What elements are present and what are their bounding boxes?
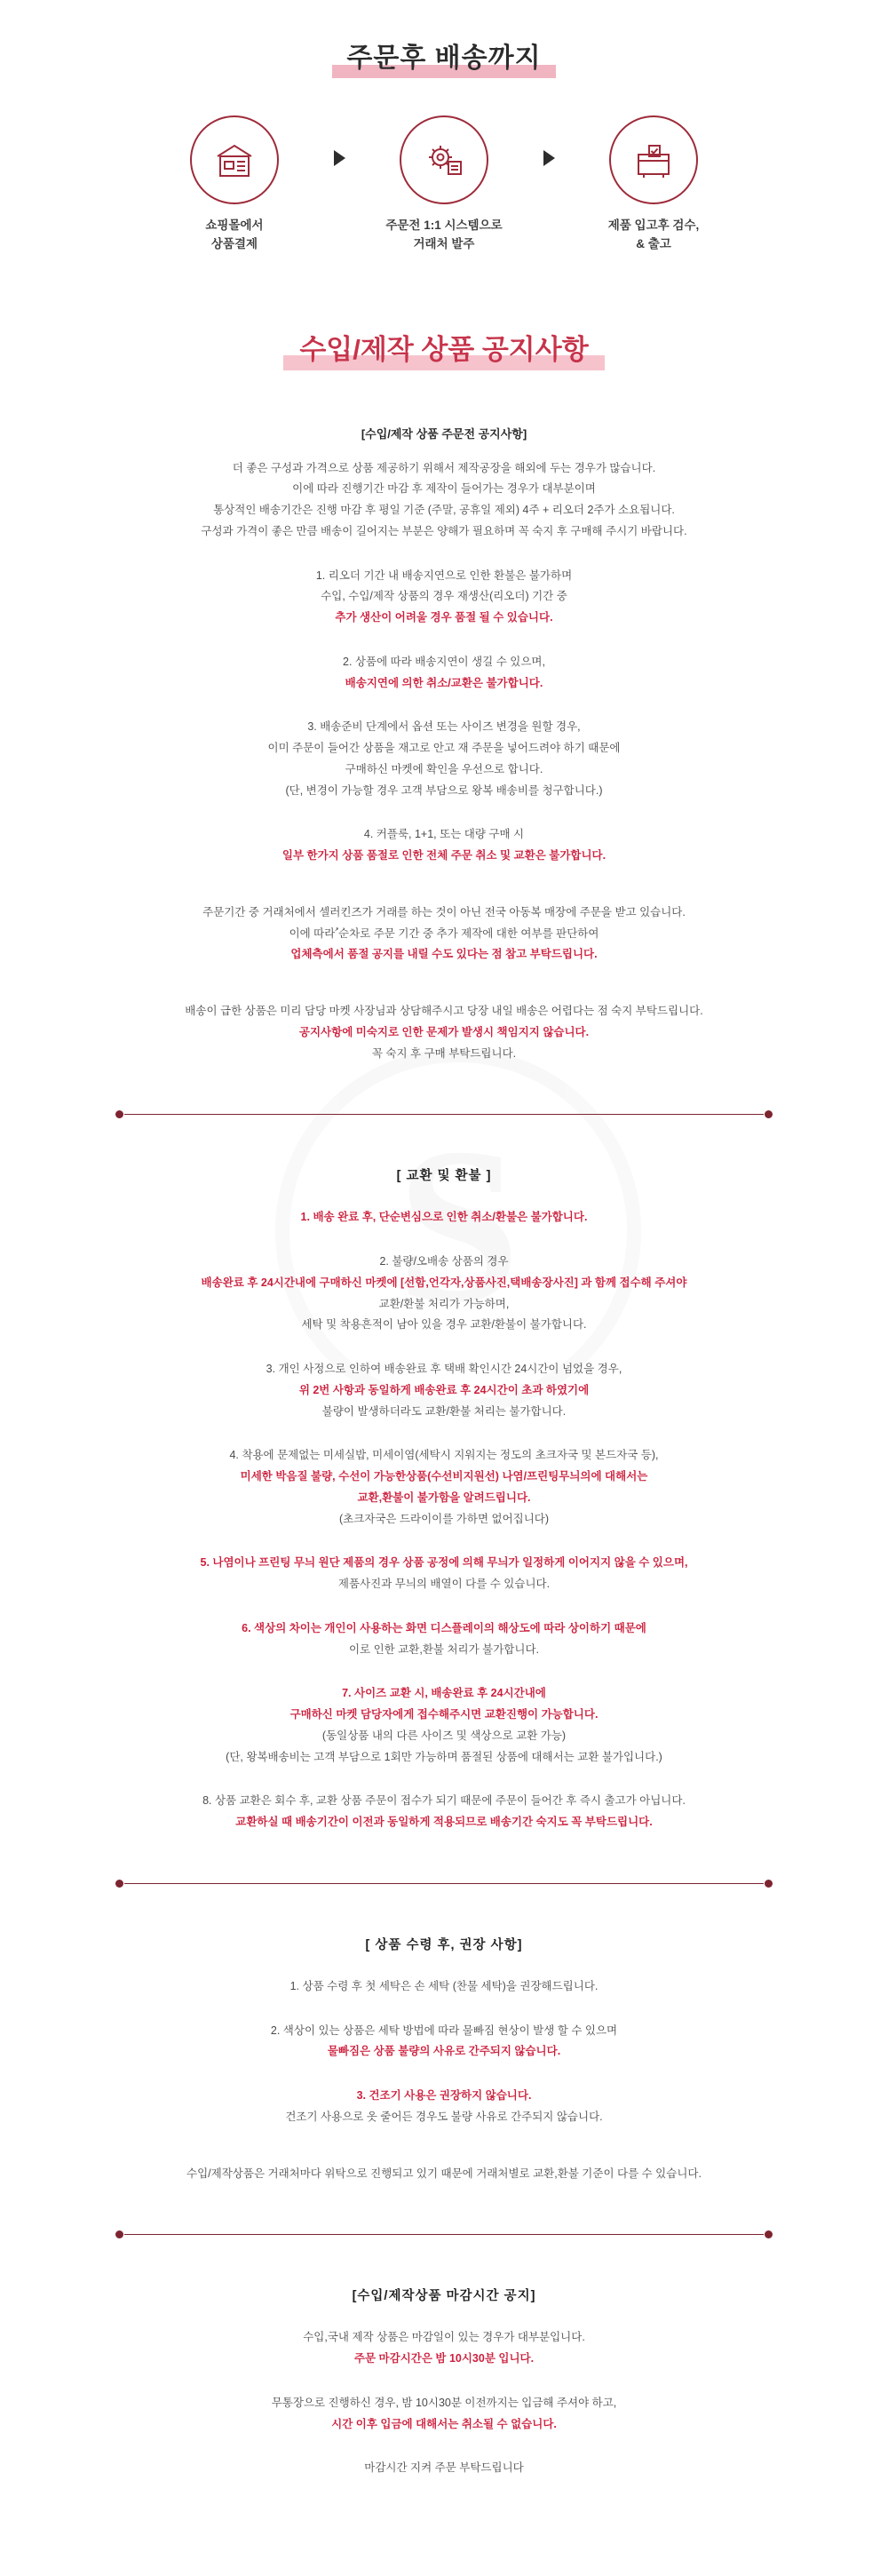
care-line-red: 3. 건조기 사용은 권장하지 않습니다. (356, 2089, 532, 2103)
notice-item-1 (0, 566, 888, 629)
care-item-1 (0, 1976, 888, 1998)
notice-line: 2. 상품에 따라 배송지연이 생길 수 있으며, (343, 655, 545, 668)
notice-line-red: 추가 생산이 어려울 경우 품절 될 수 있습니다. (335, 611, 553, 624)
step-3 (569, 115, 738, 254)
exchange-item-6 (0, 1618, 888, 1661)
notice-line-red: 공지사항에 미숙지로 인한 문제가 발생시 책임지지 않습니다. (298, 1025, 590, 1038)
step-1 (150, 115, 319, 254)
notice-line: 수입, 수입/제작 상품의 경우 재생산(리오더) 기간 중 (321, 590, 567, 603)
deadline-line-red: 시간 이후 입금에 대해서는 취소될 수 없습니다. (331, 2417, 557, 2430)
divider-dot-left (115, 2230, 123, 2238)
divider-1 (115, 1110, 773, 1119)
notice-line: 주문기간 중 거래처에서 셀러킨즈가 거래를 하는 것이 아닌 전국 아동복 매장에 주문을 받고 있습니다. (202, 905, 686, 918)
exchange-line: (초크자국은 드라이이를 가하면 없어집니다) (338, 1512, 550, 1525)
deadline-line: 무통장으로 진행하신 경우, 밤 10시30분 이전까지는 입금해 주셔야 하고, (271, 2396, 617, 2409)
section-title-wrap (0, 323, 888, 374)
exchange-line: 8. 상품 교환은 회수 후, 교환 상품 주문이 접수가 되기 때문에 주문이 들어간 후 즉시 출고가 아닙니다. (202, 1794, 686, 1808)
process-steps (0, 115, 888, 254)
exchange-line-red: 구매하신 마켓 담당자에게 접수해주시면 교환진행이 가능합니다. (289, 1708, 599, 1721)
care-line: 2. 색상이 있는 상품은 세탁 방법에 따라 물빠짐 현상이 발생 할 수 있으며 (270, 2023, 618, 2037)
notice-line: 4. 커플룩, 1+1, 또는 대량 구매 시 (363, 828, 525, 841)
divider-dot-left (115, 1880, 123, 1888)
exchange-line: 이로 인한 교환,환불 처리가 불가합니다. (348, 1642, 540, 1656)
step-2-line2: 거래처 발주 (413, 236, 475, 250)
divider-3 (115, 2230, 773, 2239)
notice-item-4 (0, 824, 888, 867)
notice-line: 3. 배송준비 단계에서 옵션 또는 사이즈 변경을 원할 경우, (307, 720, 581, 734)
exchange-line-red: 배송완료 후 24시간내에 구매하신 마켓에 [선함,언각자,상품사진,택배송장사진] 과 함께 접수해 주셔야 (201, 1276, 687, 1289)
care-line: 1. 상품 수령 후 첫 세탁은 손 세탁 (찬물 세탁)을 권장해드립니다. (289, 1979, 599, 1992)
deadline-line: 수입,국내 제작 상품은 마감일이 있는 경우가 대부분입니다. (303, 2331, 585, 2344)
exchange-line-red: 7. 사이즈 교환 시, 배송완료 후 24시간내에 (342, 1687, 546, 1700)
care-item-2 (0, 2021, 888, 2063)
exchange-line: 2. 불량/오배송 상품의 경우 (379, 1255, 509, 1268)
exchange-line-red: 교환하실 때 배송기간이 이전과 동일하게 적용되므로 배송기간 숙지도 꼭 부탁드립니다. (235, 1816, 653, 1829)
exchange-item-8 (0, 1791, 888, 1833)
step-1-line1: 쇼핑몰에서 (205, 219, 264, 232)
divider-line (124, 2234, 764, 2235)
divider-line (124, 1114, 764, 1115)
section-title-text: 수입/제작 상품 공지사항 (299, 333, 589, 365)
arrow-right-icon-1 (319, 115, 360, 201)
care-line: 건조기 사용으로 옷 줄어든 경우도 불량 사유로 간주되지 않습니다. (285, 2110, 603, 2123)
gear-order-icon (400, 115, 488, 204)
step-2-label (360, 217, 528, 254)
notice-line: 꼭 숙지 후 구매 부탁드립니다. (371, 1046, 517, 1060)
notice-line: 1. 리오더 기간 내 배송지연으로 인한 환불은 불가하며 (315, 568, 573, 582)
notice-intro-line: 더 좋은 구성과 가격으로 상품 제공하기 위해서 제작공장을 해외에 두는 경우가 많습니다. (232, 461, 656, 474)
step-2-line1: 주문전 1:1 시스템으로 (385, 219, 503, 232)
care-item-3 (0, 2086, 888, 2128)
exchange-line-red: 위 2번 사항과 동일하게 배송완료 후 24시간이 초과 하였기에 (298, 1383, 590, 1396)
exchange-line: 교환/환불 처리가 가능하며, (378, 1297, 510, 1310)
step-3-line1: 제품 입고후 검수, (607, 219, 700, 232)
step-1-line2: 상품결제 (210, 236, 258, 250)
exchange-item-2 (0, 1252, 888, 1336)
top-banner (0, 0, 888, 80)
divider-2 (115, 1880, 773, 1888)
notice-line-red: 업체측에서 품절 공지를 내릴 수도 있다는 점 참고 부탁드립니다. (290, 948, 598, 961)
exchange-item-1 (0, 1207, 888, 1228)
divider-line (124, 1883, 764, 1884)
notice-intro-line: 이에 따라 진행기간 마감 후 제작이 들어가는 경우가 대부분이며 (292, 482, 596, 496)
notice-line-red: 배송지연에 의한 취소/교환은 불가합니다. (345, 676, 543, 689)
notice-line-red: 일부 한가지 상품 품절로 인한 전체 주문 취소 및 교환은 불가합니다. (281, 849, 607, 863)
notice-intro (0, 458, 888, 543)
deadline-block-2 (0, 2393, 888, 2436)
divider-dot-right (765, 1110, 773, 1118)
notice-closing (0, 902, 888, 966)
notice-item-3 (0, 717, 888, 801)
exchange-item-5 (0, 1553, 888, 1595)
exchange-line: (단, 왕복배송비는 고객 부담으로 1회만 가능하며 품절된 상품에 대해서는 교환 불가입니다.) (226, 1750, 662, 1763)
deadline-heading: [수입/제작상품 마감시간 공지] (352, 2289, 536, 2304)
step-3-line2: & 출고 (636, 236, 671, 250)
exchange-item-7 (0, 1683, 888, 1768)
deadline-line-red: 주문 마감시간은 밤 10시30분 입니다. (353, 2352, 535, 2365)
exchange-line: 4. 착용에 문제없는 미세실밥, 미세이염(세탁시 지워지는 정도의 초크자국 및 본드자국 등), (229, 1449, 659, 1462)
deadline-block-1 (0, 2327, 888, 2370)
notice-line: 구매하신 마켓에 확인을 우선으로 합니다. (345, 762, 543, 775)
step-2 (360, 115, 528, 254)
step-1-label (150, 217, 319, 254)
exchange-item-3 (0, 1359, 888, 1422)
exchange-line: 제품사진과 무늬의 배열이 다를 수 있습니다. (337, 1578, 551, 1591)
exchange-line-red: 1. 배송 완료 후, 단순변심으로 인한 취소/환불은 불가합니다. (300, 1211, 588, 1224)
store-icon (190, 115, 279, 204)
divider-dot-right (765, 2230, 773, 2238)
notice-item-2 (0, 652, 888, 695)
deadline-footer: 마감시간 지켜 주문 부탁드립니다 (364, 2461, 524, 2475)
top-banner-text: 주문후 배송까지 (346, 44, 542, 73)
notice-heading: [수입/제작 상품 주문전 공지사항] (361, 426, 527, 441)
notice-final (0, 1001, 888, 1064)
divider-dot-left (115, 1110, 123, 1118)
top-banner-title (337, 34, 550, 80)
exchange-line: 불량이 발생하더라도 교환/환불 처리는 불가합니다. (321, 1404, 567, 1418)
exchange-line-red: 교환,환불이 불가함을 알려드립니다. (357, 1491, 531, 1504)
step-3-label (569, 217, 738, 254)
arrow-right-icon-2 (528, 115, 569, 201)
exchange-line: (동일상품 내의 다른 사이즈 및 색상으로 교환 가능) (321, 1729, 567, 1742)
care-line-red: 물빠짐은 상품 불량의 사유로 간주되지 않습니다. (327, 2045, 561, 2058)
exchange-item-4 (0, 1445, 888, 1530)
care-heading: [ 상품 수령 후, 권장 사항] (365, 1937, 523, 1952)
notice-line: (단, 변경이 가능할 경우 고객 부담으로 왕복 배송비를 청구합니다.) (285, 783, 603, 797)
divider-dot-right (765, 1880, 773, 1888)
notice-intro-line: 구성과 가격이 좋은 만큼 배송이 길어지는 부분은 양해가 필요하며 꼭 숙지 후 구매해 주시기 바랍니다. (201, 524, 687, 537)
exchange-line: 세탁 및 착용흔적이 남아 있을 경우 교환/환불이 불가합니다. (301, 1318, 587, 1332)
notice-line: 이에 따라 ُ순차로 주문 기간 중 추가 제작에 대한 여부를 판단하여 (289, 926, 599, 940)
exchange-line-red: 미세한 박음질 불량, 수선이 가능한상품(수선비지원선) 나염/프린팅무늬의에 대해서는 (240, 1470, 648, 1483)
inspection-box-icon (609, 115, 698, 204)
exchange-line: 3. 개인 사정으로 인하여 배송완료 후 택배 확인시간 24시간이 넘었을 경우, (266, 1363, 622, 1376)
notice-line: 배송이 급한 상품은 미리 담당 마켓 사장님과 상담해주시고 당장 내일 배송은 어렵다는 점 숙지 부탁드립니다. (185, 1005, 703, 1018)
exchange-line-red: 6. 색상의 차이는 개인이 사용하는 화면 디스플레이의 해상도에 따라 상이하기 때문에 (242, 1621, 646, 1634)
notice-line: 이미 주문이 들어간 상품을 재고로 안고 재 주문을 넣어드려야 하기 때문에 (267, 742, 621, 755)
notice-intro-line: 통상적인 배송기간은 진행 마감 후 평일 기준 (주말, 공휴일 제외) 4주 + 리오더 2주가 소요됩니다. (213, 504, 675, 517)
exchange-heading: [ 교환 및 환불 ] (396, 1169, 492, 1184)
exchange-line-red: 5. 나염이나 프린팅 무늬 원단 제품의 경우 상품 공정에 의해 무늬가 일정하게 이어지지 않을 수 있으며, (200, 1556, 688, 1570)
care-closing: 수입/제작상품은 거래처마다 위탁으로 진행되고 있기 때문에 거래처별로 교환,환불 기준이 다를 수 있습니다. (186, 2167, 702, 2180)
section-title (283, 323, 604, 374)
